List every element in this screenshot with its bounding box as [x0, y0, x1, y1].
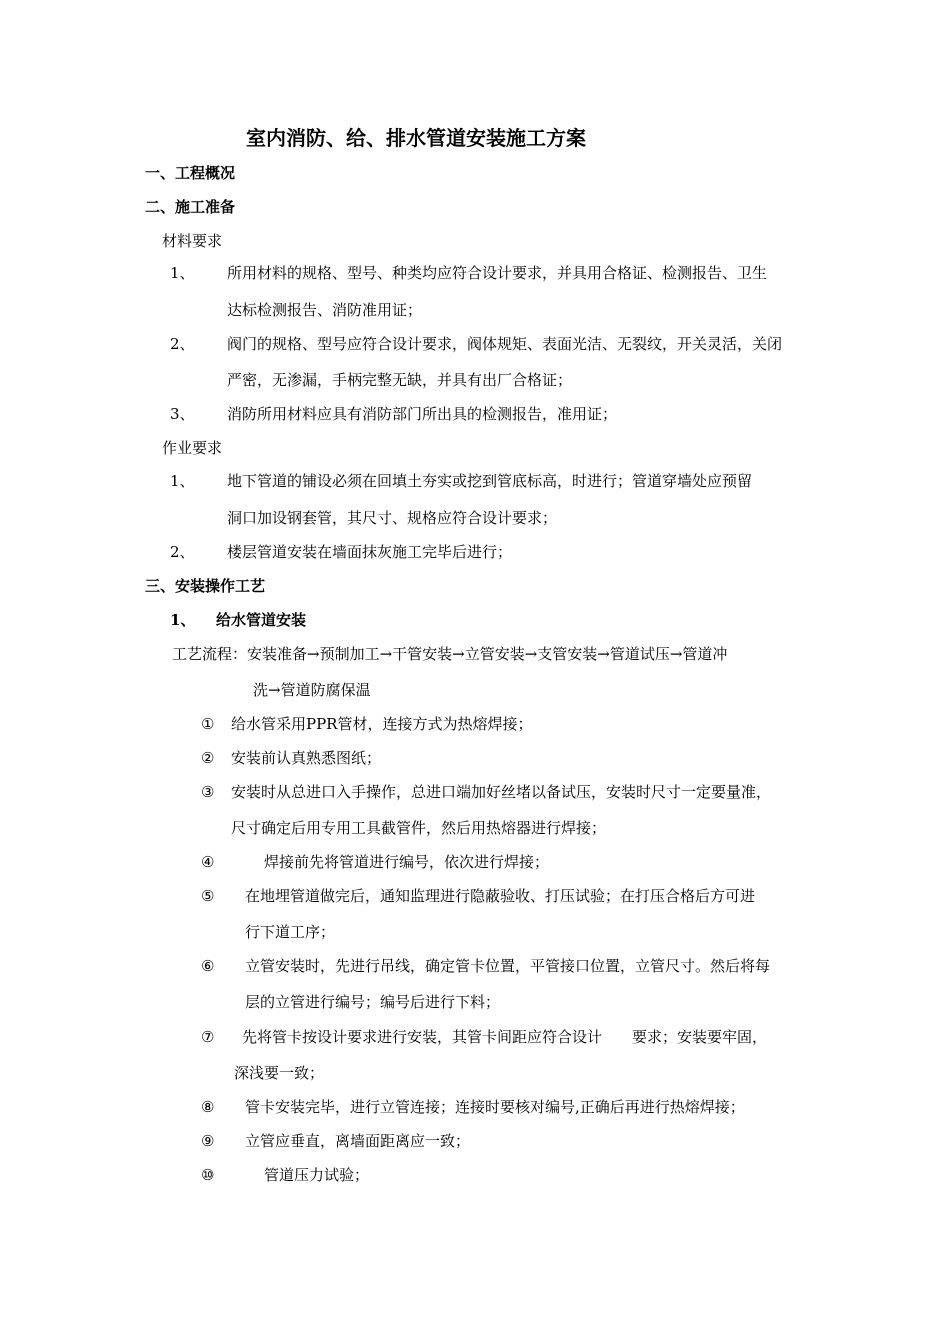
step-text: 尺寸确定后用专用工具截管件，然后用热熔器进行焊接；: [231, 819, 607, 837]
list-item-text: 所用材料的规格、型号、种类均应符合设计要求，并具用合格证、检测报告、卫生: [227, 264, 768, 282]
step-number: ⑤: [201, 887, 215, 905]
step-text: 立管应垂直，离墙面距离应一致；: [245, 1132, 471, 1150]
subheading-work: 作业要求: [162, 439, 223, 457]
step-text: 层的立管进行编号；编号后进行下料；: [245, 993, 501, 1011]
subsection-number: 1、: [170, 611, 196, 629]
step-text: 深浅要一致；: [234, 1064, 325, 1082]
list-number: 1、: [170, 264, 195, 282]
subsection-heading-water: 给水管道安装: [216, 611, 307, 629]
step-text: 管道压力试验；: [264, 1166, 370, 1184]
step-text: 行下道工序；: [245, 923, 336, 941]
step-number: ⑩: [201, 1166, 215, 1184]
step-number: ④: [201, 853, 215, 871]
step-text: 安装前认真熟悉图纸；: [231, 749, 382, 767]
list-item-text: 地下管道的铺设必须在回填土夯实或挖到管底标高，时进行；管道穿墙处应预留: [227, 472, 753, 490]
document-title: 室内消防、给、排水管道安装施工方案: [246, 126, 586, 150]
section-heading-overview: 一、工程概况: [145, 164, 236, 182]
step-number: ②: [201, 749, 215, 767]
list-item-text: 阀门的规格、型号应符合设计要求，阀体规矩、表面光洁、无裂纹，开关灵活，关闭: [227, 335, 783, 353]
list-number: 2、: [170, 335, 195, 353]
list-item-text: 严密，无渗漏，手柄完整无缺，并具有出厂合格证；: [227, 371, 573, 389]
list-item-text: 洞口加设钢套管，其尺寸、规格应符合设计要求；: [227, 509, 558, 527]
step-number: ⑦: [201, 1028, 215, 1046]
step-text: 安装时从总进口入手操作，总进口端加好丝堵以备试压，安装时尺寸一定要量准，: [231, 783, 772, 801]
list-number: 1、: [170, 472, 195, 490]
list-item-text: 达标检测报告、消防准用证；: [227, 301, 423, 319]
list-item-text: 楼层管道安装在墙面抹灰施工完毕后进行；: [227, 543, 513, 561]
step-text: 立管安装时，先进行吊线，确定管卡位置，平管接口位置，立管尺寸。然后将每: [245, 957, 771, 975]
step-text: 在地埋管道做完后，通知监理进行隐蔽验收、打压试验；在打压合格后方可进: [245, 887, 756, 905]
step-number: ⑨: [201, 1132, 215, 1150]
step-text: 管卡安装完毕，进行立管连接；连接时要核对编号,正确后再进行热熔焊接；: [245, 1098, 745, 1116]
section-heading-installation: 三、安装操作工艺: [145, 577, 266, 595]
subheading-materials: 材料要求: [162, 232, 223, 250]
step-number: ⑥: [201, 957, 215, 975]
step-text: 焊接前先将管道进行编号，依次进行焊接；: [264, 853, 550, 871]
step-text: 给水管采用PPR管材，连接方式为热熔焊接；: [231, 715, 533, 733]
process-flow-text: 工艺流程：安装准备→预制加工→干管安装→立管安装→支管安装→管道试压→管道冲: [172, 645, 728, 663]
step-text: 先将管卡按设计要求进行安装，其管卡间距应符合设计 要求；安装要牢固，: [242, 1028, 768, 1046]
process-flow-text: 洗→管道防腐保温: [253, 681, 371, 699]
step-number: ③: [201, 783, 215, 801]
section-heading-preparation: 二、施工准备: [145, 198, 236, 216]
list-number: 3、: [170, 405, 195, 423]
list-item-text: 消防所用材料应具有消防部门所出具的检测报告，准用证；: [227, 405, 618, 423]
step-number: ⑧: [201, 1098, 215, 1116]
list-number: 2、: [170, 543, 195, 561]
step-number: ①: [201, 715, 215, 733]
